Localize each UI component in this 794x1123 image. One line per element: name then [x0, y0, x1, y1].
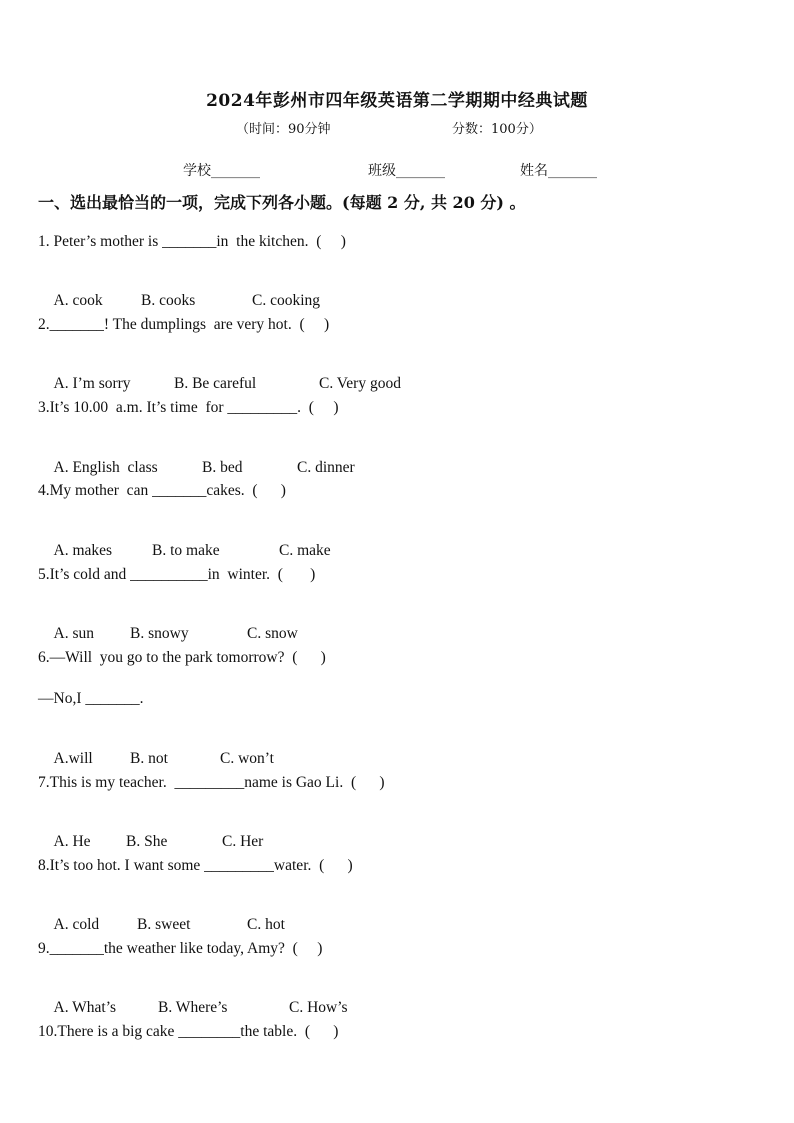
section-heading: 一、选出最恰当的一项，完成下列各小题。(每题 2 分, 共 20 分) 。: [38, 193, 526, 212]
school-field: 学校_______: [183, 163, 260, 179]
dialogue-reply: —No,I _______.: [38, 690, 144, 707]
option-c: C. How’s: [289, 999, 348, 1016]
time-limit: （时间：90分钟: [236, 122, 331, 137]
question-stem: 6.—Will you go to the park tomorrow? ( ): [38, 649, 326, 666]
option-b: B. Where’s: [158, 999, 228, 1016]
option-a: A.will: [53, 750, 93, 767]
option-b: B. She: [126, 833, 168, 850]
option-b: B. to make: [152, 542, 220, 559]
page-title: 2024年彭州市四年级英语第二学期期中经典试题: [206, 91, 588, 111]
question-stem: 3.It’s 10.00 a.m. It’s time for _________. ( ): [38, 399, 339, 416]
option-c: C. Her: [222, 833, 264, 850]
option-a: A. cold: [53, 916, 100, 933]
question-stem: 4.My mother can _______cakes. ( ): [38, 482, 286, 499]
option-c: C. cooking: [252, 292, 321, 309]
option-a: A. What’s: [53, 999, 117, 1016]
option-b: B. not: [130, 750, 168, 767]
option-c: C. Very good: [319, 375, 401, 392]
option-a: A. makes: [53, 542, 113, 559]
question-stem: 1. Peter’s mother is _______in the kitchen. ( ): [38, 233, 346, 250]
total-score: 分数：100分）: [452, 122, 542, 137]
option-a: A. I’m sorry: [53, 375, 131, 392]
name-field: 姓名_______: [520, 163, 597, 179]
class-field: 班级_______: [368, 163, 445, 179]
question-stem: 9._______the weather like today, Amy? ( ): [38, 940, 323, 957]
question-stem: 10.There is a big cake ________the table. ( ): [38, 1023, 339, 1040]
option-a: A. English class: [53, 459, 158, 476]
question-stem: 7.This is my teacher. _________name is Gao Li. ( ): [38, 774, 385, 791]
option-b: B. cooks: [141, 292, 196, 309]
question-stem: 2._______! The dumplings are very hot. ( ): [38, 316, 330, 333]
option-a: A. cook: [53, 292, 103, 309]
option-b: B. sweet: [137, 916, 191, 933]
option-b: B. snowy: [130, 625, 189, 642]
question-stem: 8.It’s too hot. I want some _________water. ( ): [38, 857, 353, 874]
option-c: C. snow: [247, 625, 298, 642]
option-c: C. dinner: [297, 459, 355, 476]
option-b: B. Be careful: [174, 375, 257, 392]
option-c: C. won’t: [220, 750, 274, 767]
option-c: C. hot: [247, 916, 285, 933]
option-b: B. bed: [202, 459, 243, 476]
option-a: A. sun: [53, 625, 94, 642]
question-stem: 5.It’s cold and __________in winter. ( ): [38, 566, 316, 583]
option-a: A. He: [53, 833, 91, 850]
option-c: C. make: [279, 542, 331, 559]
